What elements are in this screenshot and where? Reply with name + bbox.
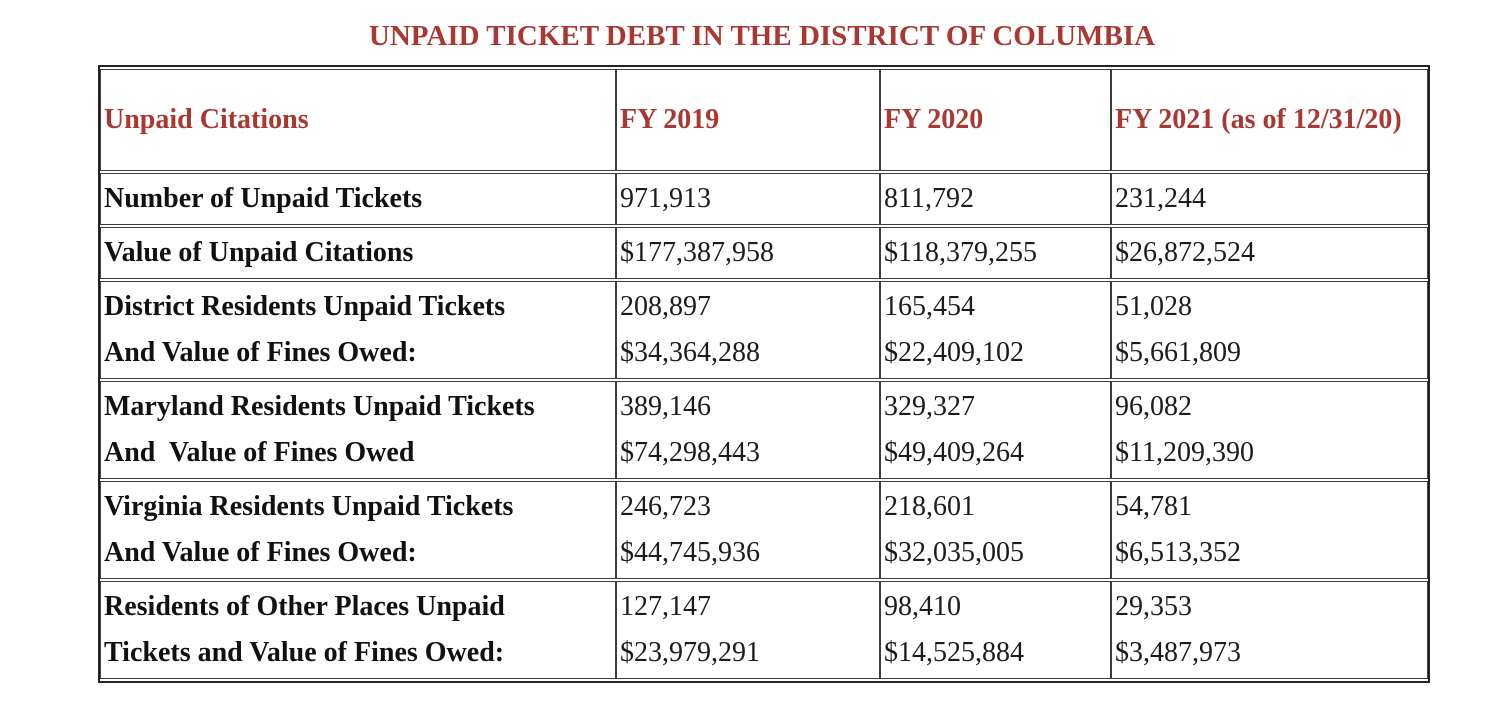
table-row (100, 481, 1428, 579)
value-line: 811,792 (884, 183, 974, 214)
page-title: UNPAID TICKET DEBT IN THE DISTRICT OF COLUMBIA (368, 20, 1156, 52)
value-line: 971,913 (620, 183, 711, 214)
value-cell-fy2020 (880, 481, 1111, 579)
value-cell-fy2019 (616, 173, 880, 225)
row-label-cell (100, 581, 616, 679)
value-line: $44,745,936 (620, 537, 760, 568)
value-line: 54,781 (1115, 491, 1192, 522)
value-cell-fy2020 (880, 381, 1111, 479)
row-label-line: District Residents Unpaid Tickets (104, 291, 506, 322)
value-line: $177,387,958 (620, 237, 774, 268)
row-label-line: Residents of Other Places Unpaid (104, 591, 505, 622)
table-body (100, 173, 1428, 679)
value-cell-fy2019 (616, 581, 880, 679)
value-cell-fy2021 (1111, 481, 1428, 579)
row-label-cell (100, 227, 616, 279)
row-label-cell (100, 481, 616, 579)
value-line: 165,454 (884, 291, 975, 322)
row-label-line: Tickets and Value of Fines Owed: (104, 637, 505, 668)
value-cell-fy2021 (1111, 581, 1428, 679)
row-label-line: Maryland Residents Unpaid Tickets (104, 391, 535, 422)
value-line: 29,353 (1115, 591, 1192, 622)
column-header-unpaid-citations: Unpaid Citations (100, 69, 616, 171)
value-line: $34,364,288 (620, 337, 760, 368)
value-line: $49,409,264 (884, 437, 1024, 468)
table-row (100, 227, 1428, 279)
value-line: $3,487,973 (1115, 637, 1241, 668)
column-header-fy2021: FY 2021 (as of 12/31/20) (1111, 69, 1428, 171)
row-label-cell (100, 173, 616, 225)
row-label-line: And Value of Fines Owed: (104, 337, 417, 368)
row-label-cell (100, 381, 616, 479)
row-label-line: Number of Unpaid Tickets (104, 183, 423, 214)
value-line: $6,513,352 (1115, 537, 1241, 568)
value-cell-fy2020 (880, 281, 1111, 379)
row-label-cell (100, 281, 616, 379)
value-line: 96,082 (1115, 391, 1192, 422)
value-cell-fy2021 (1111, 281, 1428, 379)
value-cell-fy2021 (1111, 173, 1428, 225)
value-cell-fy2019 (616, 381, 880, 479)
value-line: 208,897 (620, 291, 711, 322)
value-line: $11,209,390 (1115, 437, 1254, 468)
value-cell-fy2020 (880, 581, 1111, 679)
table-row (100, 173, 1428, 225)
table-row (100, 581, 1428, 679)
value-line: $23,979,291 (620, 637, 760, 668)
value-line: 329,327 (884, 391, 975, 422)
column-header-fy2019: FY 2019 (616, 69, 880, 171)
table-row (100, 381, 1428, 479)
value-cell-fy2021 (1111, 381, 1428, 479)
header-row (100, 69, 1428, 171)
value-line: $5,661,809 (1115, 337, 1241, 368)
value-cell-fy2021 (1111, 227, 1428, 279)
value-line: 246,723 (620, 491, 711, 522)
value-line: 389,146 (620, 391, 711, 422)
value-line: 98,410 (884, 591, 961, 622)
row-label-line: And Value of Fines Owed (104, 437, 415, 468)
value-cell-fy2019 (616, 281, 880, 379)
value-line: 231,244 (1115, 183, 1206, 214)
document-page (98, 0, 1426, 683)
table-row (100, 281, 1428, 379)
column-header-fy2020: FY 2020 (880, 69, 1111, 171)
value-line: 51,028 (1115, 291, 1192, 322)
value-line: $32,035,005 (884, 537, 1024, 568)
value-cell-fy2019 (616, 227, 880, 279)
value-line: $118,379,255 (884, 237, 1037, 268)
value-line: $22,409,102 (884, 337, 1024, 368)
value-line: $26,872,524 (1115, 237, 1255, 268)
row-label-line: And Value of Fines Owed: (104, 537, 417, 568)
unpaid-ticket-debt-table (98, 65, 1430, 683)
value-cell-fy2020 (880, 227, 1111, 279)
value-line: 218,601 (884, 491, 975, 522)
value-line: $14,525,884 (884, 637, 1024, 668)
value-cell-fy2019 (616, 481, 880, 579)
value-line: $74,298,443 (620, 437, 760, 468)
row-label-line: Value of Unpaid Citations (104, 237, 414, 268)
row-label-line: Virginia Residents Unpaid Tickets (104, 491, 514, 522)
value-line: 127,147 (620, 591, 711, 622)
value-cell-fy2020 (880, 173, 1111, 225)
